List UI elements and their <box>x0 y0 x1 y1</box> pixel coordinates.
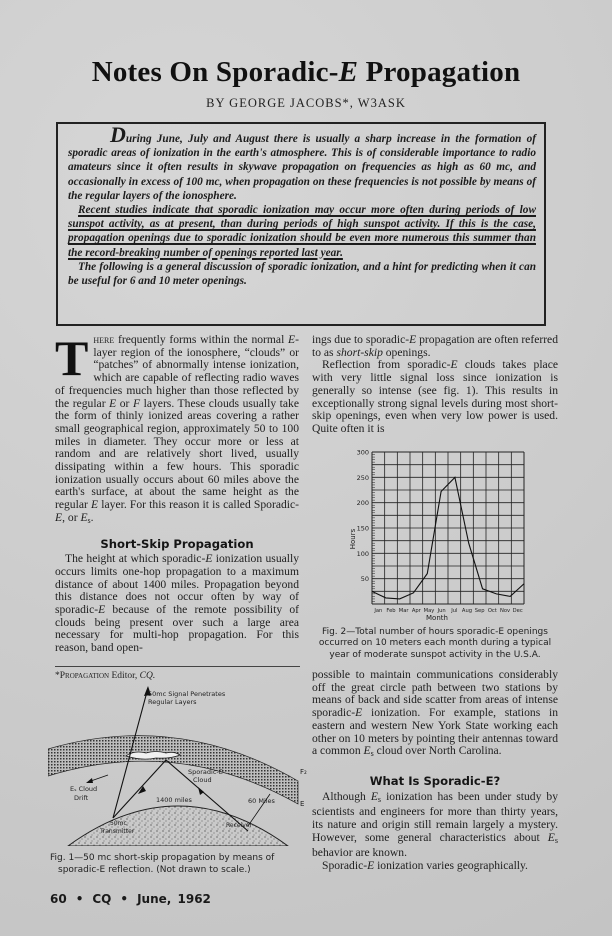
svg-text:Oct: Oct <box>487 608 497 614</box>
svg-text:50: 50 <box>360 575 369 584</box>
svg-text:Feb: Feb <box>386 608 396 614</box>
right-column-bottom <box>312 669 558 873</box>
svg-text:Transmitter: Transmitter <box>100 828 135 835</box>
svg-text:Cloud: Cloud <box>193 776 212 784</box>
article-title: Notes On Sporadic-E Propagation <box>91 56 521 88</box>
label-sporadic-cloud: Sporadic-E <box>188 768 223 776</box>
svg-text:Sep: Sep <box>474 608 485 614</box>
right-paragraph-4: Although $E_s$ ionization has been under study by scientists and engineers for more than thirty years, its nature and origin still remain largely a mystery. However, some general characteristics about $E_s$ behavior are known. <box>312 789 558 860</box>
chart-x-ticks <box>373 608 522 614</box>
section-heading-what-is: What Is Sporadic-E? <box>369 773 501 788</box>
right-paragraph-5: Sporadic-E ionization varies geographically. <box>322 859 528 873</box>
footnote-divider <box>55 666 300 667</box>
svg-text:Regular Layers: Regular Layers <box>148 698 197 706</box>
chart-grid <box>372 452 524 604</box>
svg-text:250: 250 <box>356 473 369 482</box>
svg-text:Jan: Jan <box>374 608 383 614</box>
label-signal-penetrates: 50mc Signal Penetrates <box>148 690 226 698</box>
figure-2-caption: Fig. 2—Total number of hours sporadic-E openings occurred on 10 meters each month during a typical year of moderate sunspot activity in the U.S.A. <box>318 627 552 660</box>
page-number: 60 <box>50 892 67 906</box>
label-e-layer: E <box>300 800 305 808</box>
right-paragraph-3: possible to maintain communications considerably off the great circle path between two stations by means of back and side scatter from areas of intense sporadic-E ionization. For example, stations in eastern and western New York State working each other on 10 meters by pointing their antennas toward a common $E_s$ cloud over North Carolina. <box>312 668 558 759</box>
svg-text:Nov: Nov <box>499 608 511 614</box>
label-transmitter: 50mc <box>110 820 127 827</box>
drop-cap: T <box>55 330 89 386</box>
svg-text:Drift: Drift <box>74 794 89 802</box>
figure-1-caption: Fig. 1—50 mc short-skip propagation by means of sporadic-E reflection. (Not drawn to scale.) <box>50 853 275 875</box>
byline: BY GEORGE JACOBS*, W3ASK <box>206 96 406 110</box>
left-column <box>55 330 300 655</box>
figure-1-propagation-diagram <box>48 686 310 846</box>
page-footer: 60 • CQ • June, 1962 <box>50 892 211 906</box>
svg-text:May: May <box>423 608 435 614</box>
right-paragraph-2: Reflection from sporadic-E clouds takes place with very little signal loss since ionization is generally so intense (see fig. 1). This results in exceptionally strong signal levels during most short-skip openings, even when very low power is used. Quite often it is <box>312 358 558 435</box>
chart-y-ticks <box>357 449 369 584</box>
label-cloud-drift: Eₛ Cloud <box>70 785 98 793</box>
figure-2-chart <box>330 444 530 624</box>
svg-text:Mar: Mar <box>398 608 409 614</box>
left-paragraph-2: The height at which sporadic-E ionization usually occurs limits one-hop propagation to a maximum distance of about 1400 miles. Propagation beyond this distance does not occur often by way of sporadic-E because of the remote possibility of clouds being present over such a large area necessary for multi-hop propagation. For this reason, band open- <box>55 552 299 655</box>
intro-paragraph-2: Recent studies indicate that sporadic ionization may occur more often during periods of low sunspot activity, as at present, than during periods of high sunspot activity. If this is the case, propagation openings due to sporadic ionization should be even more numerous this summer than the record-breaking number of openings reported last year. <box>68 204 536 259</box>
svg-text:Jun: Jun <box>437 608 446 614</box>
svg-text:Apr: Apr <box>411 608 421 614</box>
magazine-name: CQ <box>92 892 112 906</box>
intro-box <box>56 122 546 326</box>
earth-surface <box>68 806 288 846</box>
chart-x-label: Month <box>426 614 448 622</box>
label-f2: F₂ <box>300 768 307 776</box>
footnote: *Propagation Editor, CQ. <box>55 671 156 681</box>
svg-text:Aug: Aug <box>461 608 473 614</box>
svg-text:Jul: Jul <box>451 608 458 614</box>
label-distance: 1400 miles <box>156 796 192 804</box>
left-paragraph-1: There frequently forms within the normal E-layer region of the ionosphere, “clouds” or “patches” of abnormally intense ionization, which are capable of reflecting radio waves of frequencies much higher than those reflected by the regular E or F layers. These clouds usually take the form of thinly ionized areas covering a rather small geographical region, approximately 50 to 100 miles in diameter. They occur more or less at random and are relatively short lived, usually dissipating within a few hours. This sporadic ionization usually occurs about 60 miles above the earth's surface, at about the same height as the regular E layer. For this reason it is called Sporadic-E, or $E_s$. <box>55 330 300 525</box>
label-height: 60 Miles <box>248 797 275 805</box>
right-column-top <box>312 334 558 436</box>
chart-y-label: Hours <box>349 528 357 550</box>
label-receiver: Receiver <box>226 822 252 829</box>
intro-paragraph-3: The following is a general discussion of sporadic ionization, and a hint for predicting when it can be useful for 6 and 10 meter openings. <box>68 260 536 288</box>
svg-text:100: 100 <box>356 549 369 558</box>
intro-paragraph-1: During June, July and August there is usually a sharp increase in the formation of sporadic areas of ionization in the earth's atmosphere. This is of considerable importance to radio amateurs since it often results in skywave propagation on frequencies as high as 60 mc, and occasionally in excess of 100 mc, when propagation on these frequencies is not possible by means of the regular layers of the ionosphere. <box>68 122 536 202</box>
intro-initial: D <box>110 122 126 147</box>
svg-text:150: 150 <box>356 524 369 533</box>
section-heading-short-skip: Short-Skip Propagation <box>100 536 254 551</box>
svg-text:200: 200 <box>356 499 369 508</box>
svg-text:300: 300 <box>356 448 369 457</box>
svg-text:Dec: Dec <box>512 608 523 614</box>
issue-date: June, 1962 <box>137 892 211 906</box>
right-paragraph-1: ings due to sporadic-E propagation are often referred to as short-skip openings. <box>312 333 558 359</box>
